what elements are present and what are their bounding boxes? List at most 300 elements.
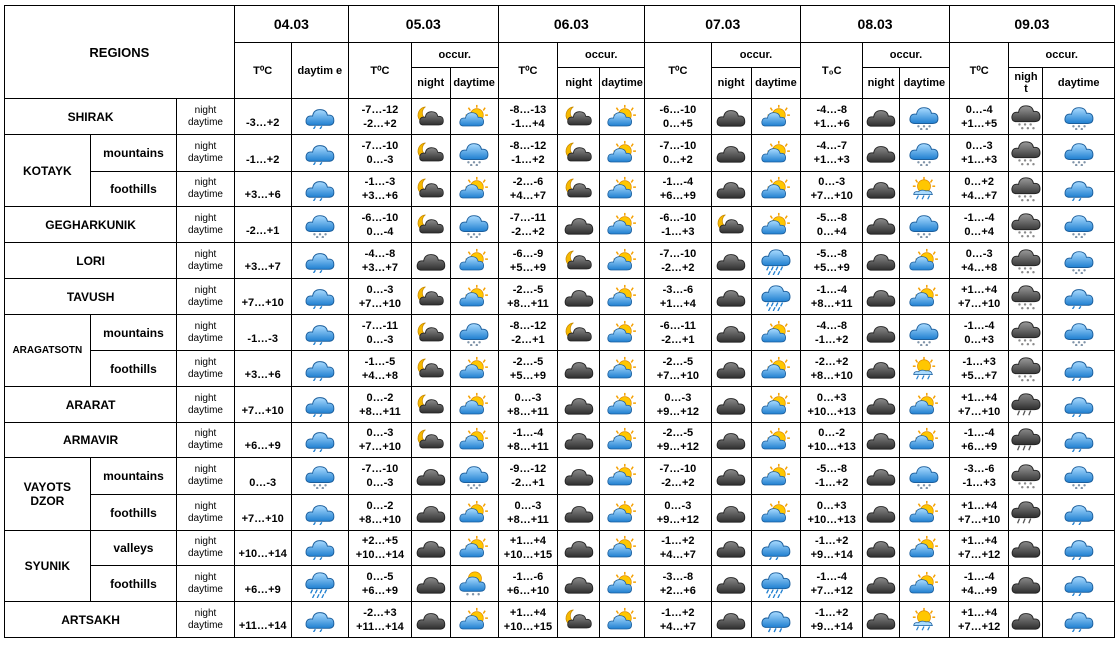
moon-cloud-icon <box>411 207 450 243</box>
night-temp: 0…-3 <box>514 499 542 512</box>
sun-rain-cloud-icon <box>899 172 949 207</box>
dark-cloud-icon <box>711 279 751 315</box>
snow-cloud-icon <box>450 458 498 495</box>
day-temp: +2…+6 <box>659 584 696 597</box>
temperature-cell <box>349 566 412 602</box>
dark-cloud-icon <box>711 423 751 458</box>
sun-cloud-icon <box>450 279 498 315</box>
sun-cloud-icon <box>751 172 801 207</box>
night-temp: -1…-4 <box>816 283 847 296</box>
day-temp: +7…+10 <box>958 297 1001 310</box>
night-label: night <box>194 104 217 116</box>
day-temp: -1…+2 <box>815 333 849 346</box>
day-temp: +10…+13 <box>807 513 856 526</box>
daytime-header: daytim e <box>291 43 348 99</box>
day-temp: +9…+14 <box>810 620 853 633</box>
daytime-label: daytime <box>187 368 223 380</box>
moon-cloud-icon <box>558 243 600 279</box>
temperature-cell <box>645 243 712 279</box>
day-temp: +10…+15 <box>503 549 553 561</box>
dark-cloud-icon <box>863 423 900 458</box>
day-temp: +8…+11 <box>507 441 549 453</box>
temperature-cell <box>498 279 558 315</box>
dark-snow-cloud-icon <box>1009 99 1043 135</box>
sun-cloud-icon <box>450 99 498 135</box>
temp-header: T⁰C <box>234 43 291 99</box>
night-temp: -1…+2 <box>815 535 849 547</box>
temperature-cell <box>498 531 558 566</box>
day-temp: 0…-3 <box>366 154 394 166</box>
night-temp: -1…+3 <box>962 355 996 368</box>
day-temp: +1…+6 <box>813 117 850 130</box>
night-label: night <box>194 536 217 547</box>
night-temp: +1…+4 <box>961 535 998 547</box>
dark-cloud-icon <box>863 243 900 279</box>
moon-cloud-icon <box>411 135 450 172</box>
moon-cloud-icon <box>558 315 600 351</box>
night-temp: 0…-5 <box>366 570 394 583</box>
temperature-cell <box>498 99 558 135</box>
sun-cloud-icon <box>899 423 949 458</box>
regions-header: REGIONS <box>5 6 235 99</box>
region-name: SHIRAK <box>5 99 177 135</box>
sun-cloud-icon <box>450 423 498 458</box>
temperature-cell <box>801 207 863 243</box>
rain-cloud-icon <box>291 387 348 423</box>
temperature-cell <box>801 243 863 279</box>
dark-cloud-icon <box>711 315 751 351</box>
night-temp: -1…-4 <box>662 176 694 188</box>
table-row <box>5 315 1115 351</box>
dark-snow-cloud-icon <box>1009 458 1043 495</box>
date-header: 09.03 <box>949 6 1114 43</box>
subregion-name: mountains <box>90 458 177 495</box>
day-temp: -1…+4 <box>511 117 545 130</box>
night-header: night <box>411 68 450 99</box>
day-temp: +6…+10 <box>506 584 550 597</box>
sun-cloud-icon <box>600 279 645 315</box>
table-row <box>5 458 1115 495</box>
snow-cloud-icon <box>899 135 949 172</box>
temperature-cell <box>949 351 1009 387</box>
date-header: 08.03 <box>801 6 949 43</box>
dark-cloud-icon <box>411 458 450 495</box>
rain-cloud-icon <box>1043 423 1115 458</box>
night-header: nigh t <box>1009 68 1043 99</box>
temperature-cell <box>949 423 1009 458</box>
day-temp: +3…+7 <box>361 261 398 274</box>
night-daytime-label <box>177 495 235 531</box>
temperature-cell <box>645 207 712 243</box>
temperature-cell: +3…+6 <box>234 351 291 387</box>
day-temp: +4…+7 <box>509 190 547 202</box>
night-temp: -7…-10 <box>659 140 697 152</box>
dark-cloud-icon <box>411 602 450 638</box>
night-temp: +1…+4 <box>509 606 547 619</box>
temperature-cell <box>801 172 863 207</box>
night-temp: -7…-10 <box>361 140 399 152</box>
sun-cloud-icon <box>450 172 498 207</box>
day-temp: +7…+10 <box>358 441 402 453</box>
temperature-cell <box>645 531 712 566</box>
snow-cloud-icon <box>450 315 498 351</box>
sun-cloud-icon <box>899 531 949 566</box>
sun-cloud-icon <box>600 135 645 172</box>
temperature-cell: +7…+10 <box>234 495 291 531</box>
day-temp: +7…+10 <box>958 513 1001 526</box>
daytime-label: daytime <box>187 224 223 236</box>
occur-header: occur. <box>558 43 645 68</box>
night-temp: -1…-4 <box>963 570 995 583</box>
night-label: night <box>194 356 217 368</box>
rain-cloud-icon <box>291 351 348 387</box>
temperature-cell: +7…+10 <box>234 279 291 315</box>
day-temp: +7…+10 <box>358 297 402 310</box>
dark-rain-cloud-icon <box>1009 387 1043 423</box>
table-row <box>5 243 1115 279</box>
sun-cloud-icon <box>600 531 645 566</box>
dark-cloud-icon <box>558 566 600 602</box>
region-name: ARTSAKH <box>5 602 177 638</box>
night-temp: -1…-4 <box>963 319 995 332</box>
day-temp: +6…+9 <box>961 441 998 453</box>
temperature-cell <box>498 135 558 172</box>
night-temp: 0…-3 <box>514 391 542 404</box>
day-temp: +5…+9 <box>813 261 850 274</box>
region-name: GEGHARKUNIK <box>5 207 177 243</box>
night-daytime-label <box>177 135 235 172</box>
sun-cloud-icon <box>751 315 801 351</box>
night-temp: 0…-3 <box>366 283 394 296</box>
dark-cloud-icon <box>558 495 600 531</box>
night-temp: -2…-5 <box>512 283 544 296</box>
night-temp: -6…-11 <box>659 319 696 332</box>
night-temp: -8…-12 <box>509 140 547 152</box>
temperature-cell <box>949 279 1009 315</box>
night-temp: -9…-12 <box>509 463 547 475</box>
region-name: TAVUSH <box>5 279 177 315</box>
temp-header: T₀C <box>801 43 863 99</box>
heavy-rain-cloud-icon <box>751 279 801 315</box>
night-temp: +1…+4 <box>509 535 547 547</box>
temperature-cell <box>645 387 712 423</box>
dark-cloud-icon <box>411 243 450 279</box>
day-temp: +10…+13 <box>807 441 856 453</box>
temperature-cell: -1…+2 <box>234 135 291 172</box>
temperature-cell <box>498 495 558 531</box>
night-temp: +1…+4 <box>961 391 998 404</box>
temperature-cell <box>801 279 863 315</box>
temperature-cell <box>498 315 558 351</box>
night-temp: -6…-10 <box>659 211 697 224</box>
day-temp: +10…+15 <box>503 620 553 633</box>
night-temp: -8…-12 <box>509 319 547 332</box>
night-temp: +2…+5 <box>361 535 398 547</box>
temperature-cell <box>498 243 558 279</box>
sun-cloud-icon <box>751 423 801 458</box>
dark-snow-cloud-icon <box>1009 315 1043 351</box>
moon-cloud-icon <box>558 172 600 207</box>
sun-cloud-icon <box>751 351 801 387</box>
rain-cloud-icon <box>1043 531 1115 566</box>
moon-cloud-icon <box>411 315 450 351</box>
sun-cloud-icon <box>899 387 949 423</box>
temperature-cell <box>349 423 412 458</box>
day-temp: +10…+14 <box>355 549 405 561</box>
dark-snow-cloud-icon <box>1009 172 1043 207</box>
dark-snow-cloud-icon <box>1009 135 1043 172</box>
snow-cloud-icon <box>291 458 348 495</box>
temperature-cell <box>349 602 412 638</box>
temperature-cell: +6…+9 <box>234 423 291 458</box>
daytime-label: daytime <box>187 512 223 524</box>
night-temp: -1…-6 <box>512 570 544 583</box>
day-temp: +4…+8 <box>961 261 998 274</box>
rain-cloud-icon <box>291 279 348 315</box>
forecast-table <box>4 5 1115 638</box>
snow-cloud-icon <box>1043 243 1115 279</box>
day-temp: -2…+2 <box>511 225 545 238</box>
night-label: night <box>194 320 217 332</box>
sun-cloud-icon <box>450 602 498 638</box>
temperature-cell <box>498 172 558 207</box>
dark-cloud-icon <box>558 423 600 458</box>
subregion-name: foothills <box>90 351 177 387</box>
rain-cloud-icon <box>291 99 348 135</box>
dark-cloud-icon <box>863 566 900 602</box>
temp-header: T⁰C <box>645 43 712 99</box>
dark-snow-cloud-icon <box>1009 351 1043 387</box>
sun-cloud-icon <box>600 458 645 495</box>
dark-cloud-icon <box>558 531 600 566</box>
dark-cloud-icon <box>863 135 900 172</box>
rain-cloud-icon <box>1043 387 1115 423</box>
temperature-cell: -1…-3 <box>234 315 291 351</box>
region-name: KOTAYK <box>5 135 91 207</box>
temperature-cell <box>801 351 863 387</box>
night-daytime-label <box>177 566 235 602</box>
dark-cloud-icon <box>863 279 900 315</box>
night-temp: 0…-3 <box>664 391 692 404</box>
night-label: night <box>194 248 217 260</box>
daytime-label: daytime <box>187 116 223 128</box>
subregion-name: mountains <box>90 315 177 351</box>
table-row <box>5 566 1115 602</box>
daytime-label: daytime <box>187 189 223 200</box>
dark-cloud-icon <box>863 172 900 207</box>
sun-cloud-icon <box>600 495 645 531</box>
snow-cloud-icon <box>1043 315 1115 351</box>
temperature-cell <box>801 495 863 531</box>
temperature-cell <box>349 351 412 387</box>
night-temp: -4…-7 <box>816 140 847 152</box>
night-label: night <box>194 428 217 439</box>
rain-cloud-icon <box>291 135 348 172</box>
night-temp: 0…-4 <box>965 103 993 116</box>
dark-cloud-icon <box>711 566 751 602</box>
day-temp: +8…+11 <box>507 297 549 310</box>
sun-cloud-icon <box>450 495 498 531</box>
temperature-cell <box>801 566 863 602</box>
region-name: ARMAVIR <box>5 423 177 458</box>
date-header: 05.03 <box>349 6 499 43</box>
day-temp: +8…+11 <box>507 513 549 526</box>
daytime-header: daytime <box>600 68 645 99</box>
temperature-cell <box>949 458 1009 495</box>
moon-cloud-icon <box>558 602 600 638</box>
sun-cloud-icon <box>751 387 801 423</box>
rain-cloud-icon <box>291 172 348 207</box>
temperature-cell <box>498 602 558 638</box>
dark-cloud-icon <box>711 602 751 638</box>
dark-cloud-icon <box>711 458 751 495</box>
daytime-label: daytime <box>187 260 223 272</box>
moon-cloud-icon <box>411 99 450 135</box>
day-temp: +11…+14 <box>356 620 404 633</box>
table-row <box>5 531 1115 566</box>
rain-cloud-icon <box>1043 602 1115 638</box>
snow-cloud-icon <box>1043 458 1115 495</box>
table-row <box>5 387 1115 423</box>
temperature-cell: +6…+9 <box>234 566 291 602</box>
temperature-cell <box>349 279 412 315</box>
night-temp: 0…-3 <box>965 247 993 260</box>
temperature-cell: -2…+1 <box>234 207 291 243</box>
day-temp: -2…+1 <box>511 477 545 489</box>
day-temp: 0…-4 <box>366 225 394 238</box>
sun-cloud-icon <box>751 495 801 531</box>
sun-cloud-icon <box>600 243 645 279</box>
temperature-cell: +10…+14 <box>234 531 291 566</box>
table-row <box>5 99 1115 135</box>
daytime-label: daytime <box>187 476 223 487</box>
night-temp: +1…+4 <box>961 283 998 296</box>
dark-rain-cloud-icon <box>1009 423 1043 458</box>
temperature-cell <box>349 207 412 243</box>
night-temp: -2…-5 <box>662 427 694 439</box>
temperature-cell <box>349 495 412 531</box>
day-temp: +4…+7 <box>961 190 998 202</box>
sun-rain-cloud-icon <box>899 602 949 638</box>
temperature-cell <box>498 387 558 423</box>
night-temp: -7…-10 <box>361 463 399 475</box>
occur-header: occur. <box>711 43 801 68</box>
night-label: night <box>194 571 217 583</box>
temperature-cell <box>498 566 558 602</box>
night-daytime-label <box>177 458 235 495</box>
night-temp: 0…-3 <box>965 140 993 152</box>
night-temp: -2…+2 <box>815 355 849 368</box>
night-temp: -4…-8 <box>816 103 847 116</box>
sun-cloud-icon <box>899 279 949 315</box>
dark-snow-cloud-icon <box>1009 279 1043 315</box>
day-temp: -2…+2 <box>363 117 397 130</box>
night-temp: -7…-11 <box>361 319 398 332</box>
day-temp: +8…+11 <box>359 405 401 418</box>
night-temp: -1…-4 <box>512 427 544 439</box>
temp-header: T⁰C <box>949 43 1009 99</box>
sun-cloud-icon <box>450 531 498 566</box>
temperature-cell <box>949 172 1009 207</box>
day-temp: +8…+11 <box>810 297 853 310</box>
temperature-cell: 0…-3 <box>234 458 291 495</box>
night-temp: -5…-8 <box>816 247 847 260</box>
sun-cloud-icon <box>899 495 949 531</box>
dark-cloud-icon <box>711 387 751 423</box>
moon-cloud-icon <box>411 172 450 207</box>
snow-cloud-icon <box>291 207 348 243</box>
moon-cloud-icon <box>411 279 450 315</box>
region-name: ARARAT <box>5 387 177 423</box>
region-name: ARAGATSOTN <box>5 315 91 387</box>
day-temp: +5…+9 <box>509 369 547 382</box>
dark-cloud-icon <box>711 172 751 207</box>
day-temp: +10…+13 <box>807 405 856 418</box>
dark-cloud-icon <box>863 351 900 387</box>
dark-cloud-icon <box>1009 602 1043 638</box>
subregion-name: foothills <box>90 566 177 602</box>
day-temp: +1…+3 <box>961 154 998 166</box>
rain-cloud-icon <box>291 602 348 638</box>
night-temp: -1…+2 <box>661 606 695 619</box>
night-temp: -3…-6 <box>662 283 694 296</box>
daytime-label: daytime <box>187 440 223 451</box>
day-temp: 0…+2 <box>663 154 693 166</box>
temperature-cell: +3…+7 <box>234 243 291 279</box>
night-temp: 0…-3 <box>818 176 846 188</box>
night-label: night <box>194 177 217 188</box>
dark-cloud-icon <box>711 495 751 531</box>
day-temp: 0…+4 <box>964 225 994 238</box>
sun-cloud-icon <box>899 243 949 279</box>
night-temp: 0…-2 <box>366 499 394 512</box>
temperature-cell <box>949 387 1009 423</box>
dark-cloud-icon <box>711 243 751 279</box>
sun-cloud-icon <box>600 99 645 135</box>
sun-cloud-icon <box>600 423 645 458</box>
day-temp: 0…-3 <box>366 477 394 489</box>
night-header: night <box>711 68 751 99</box>
day-temp: -1…+3 <box>962 477 996 489</box>
moon-cloud-icon <box>411 351 450 387</box>
temperature-cell <box>645 602 712 638</box>
day-temp: +8…+11 <box>507 405 549 418</box>
snow-cloud-icon <box>1043 135 1115 172</box>
temperature-cell <box>349 243 412 279</box>
temperature-cell <box>949 602 1009 638</box>
sun-cloud-icon <box>600 351 645 387</box>
night-temp: -1…-4 <box>963 211 995 224</box>
table-row <box>5 207 1115 243</box>
moon-cloud-icon <box>411 423 450 458</box>
night-label: night <box>194 141 217 152</box>
heavy-rain-cloud-icon <box>291 566 348 602</box>
sun-rain-cloud-icon <box>899 351 949 387</box>
temperature-cell <box>645 351 712 387</box>
table-row <box>5 602 1115 638</box>
snow-cloud-icon <box>899 458 949 495</box>
night-temp: +1…+4 <box>961 499 998 512</box>
day-temp: -2…+1 <box>511 333 545 346</box>
dark-cloud-icon <box>411 495 450 531</box>
day-temp: +4…+7 <box>659 620 696 633</box>
temperature-cell <box>801 315 863 351</box>
sun-cloud-icon <box>450 387 498 423</box>
temperature-cell <box>949 531 1009 566</box>
temperature-cell <box>645 495 712 531</box>
temperature-cell <box>349 315 412 351</box>
night-temp: +1…+4 <box>961 606 998 619</box>
